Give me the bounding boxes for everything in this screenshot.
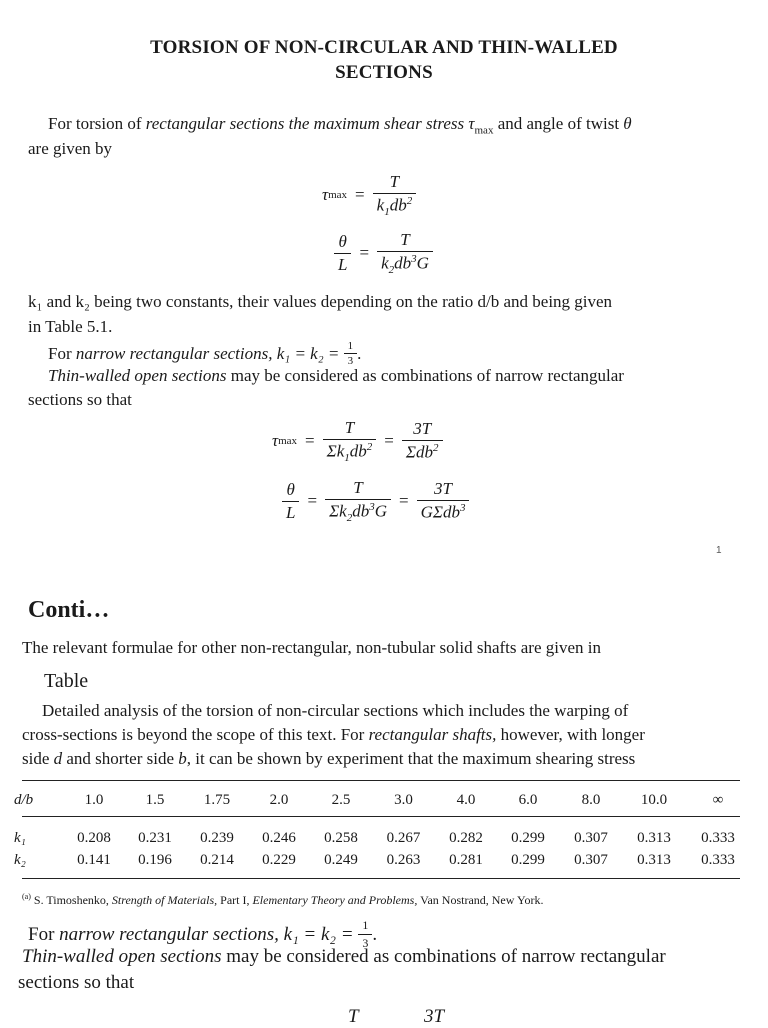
text-run-italic: Thin-walled open sections [48,366,227,385]
denominator: $\Sigma k_1db^2$ [323,439,377,464]
table-cell: 0.208 [77,829,111,846]
denominator: 3 [344,353,358,367]
table-column-header: 3.0 [394,791,413,808]
text-run: the maximum shear stress τ [284,114,475,133]
table-cell: 0.299 [511,829,545,846]
table-cell: 0.313 [637,851,671,868]
period: . [357,343,362,363]
equation-tau-max-thin [272,418,443,464]
table-column-header: ∞ [712,791,724,808]
table-column-header: 4.0 [456,791,476,808]
text-run: and shorter side [62,749,179,768]
table-row [14,849,751,871]
text-run: Part I, [217,893,253,907]
text-run: Van Nostrand, New York. [417,893,544,907]
equation-theta-thin [282,478,469,524]
thin-walled-line [48,366,624,386]
text-run: k₁ = k₂ = [278,923,359,945]
table-header-row [14,787,751,813]
thin-walled-line2-2: sections so that [18,972,135,993]
page-number: 1 [716,545,722,556]
numerator: 3T [413,419,432,439]
text-run-italic: rectangular shafts, [368,725,497,744]
denominator: $k_2db^3G$ [377,251,433,276]
table-cell: 0.258 [324,829,358,846]
table-header-label: d/b [14,791,34,808]
numerator: θ [286,479,295,499]
table-cell: 0.196 [138,851,172,868]
section-heading: Conti… [28,597,110,623]
table-cell: 0.307 [574,851,608,868]
formulae-line: The relevant formulae for other non-rectangular, non-tubular solid shafts are given in [22,638,601,657]
detail-line3 [22,749,635,769]
page-title-line1: TORSION OF NON-CIRCULAR AND THIN-WALLED [150,37,618,58]
tau-symbol: τ [322,185,329,205]
equals-sign: = [355,185,365,205]
denominator: Σdb$^2$ [402,440,443,463]
table-cell: 0.307 [574,829,608,846]
variable-b: b [178,749,187,768]
numerator: T [389,172,400,191]
numerator: T [353,478,363,497]
intro-paragraph [48,114,632,136]
numerator: T [344,418,355,437]
thin-walled-line2: sections so that [28,390,132,409]
one-third-fraction [344,340,358,367]
numerator: θ [338,231,347,251]
theta-symbol: θ [623,114,632,133]
table-row [14,827,751,849]
table-column-header: 10.0 [640,791,668,808]
table-cell: 0.239 [200,829,234,846]
text-run: For torsion of [48,114,146,133]
equals-sign: = [399,491,409,511]
bottom-eq-numerator-1: T [348,1006,359,1027]
table-cell: 0.267 [386,829,421,846]
denominator: L [282,501,299,523]
denominator: L [334,253,351,275]
text-run-italic: narrow rectangular sections, [75,343,273,363]
k-values-table [14,787,751,871]
bottom-eq-numerator-2: 3T [424,1006,445,1027]
table-cell: 0.249 [324,851,358,868]
text-run-italic: Thin-walled open sections [22,946,222,967]
table-row-label: k₂ [14,851,26,868]
table-cell: 0.299 [511,851,545,868]
table-column-header: 1.75 [203,791,231,808]
text-run: side [22,749,54,768]
table-column-header: 1.5 [145,791,165,808]
text-run: may be considered as combinations of narrow rectangular [221,946,666,967]
table-cell: 0.333 [701,829,735,846]
denominator: 3 [358,934,372,951]
text-run-italic: narrow rectangular sections, [59,923,279,945]
text-run: For [48,343,76,363]
table-word: Table [44,670,89,692]
equation-theta [334,230,433,276]
text-run: cross-sections is beyond the scope of this text. For [22,725,369,744]
text-run-italic: rectangular sections [145,114,285,133]
fraction [417,479,470,523]
thin-walled-line-2 [22,946,666,968]
denominator: $\Sigma k_2db^3G$ [325,499,391,524]
denominator: GΣdb$^3$ [417,500,470,523]
table-column-header: 6.0 [518,791,538,808]
narrow-sections-line [48,340,361,367]
table-column-header: 8.0 [581,791,601,808]
intro-line2: are given by [28,139,113,158]
numerator: T [400,230,410,249]
subscript: max [328,189,348,202]
text-run: however, with longer [496,725,645,744]
numerator: 1 [347,340,354,352]
detail-line2 [22,725,645,745]
equation-tau-max [322,172,416,218]
table-cell: 0.282 [449,829,483,846]
text-run: S. Timoshenko, [30,893,112,907]
constants-line1: k₁ and k₂ being two constants, their values depending on the ratio d/b and being given [28,292,613,311]
footnote [22,892,543,908]
variable-d: d [53,749,63,768]
table-cell: 0.231 [138,829,172,846]
table-bottom-rule [22,878,740,879]
numerator: 3T [434,479,453,499]
table-column-header: 2.0 [269,791,289,808]
table-cell: 0.214 [200,851,234,868]
fraction [325,478,391,524]
text-run-italic: Elementary Theory and Problems, [252,893,418,907]
table-cell: 0.281 [449,851,483,868]
detail-line1: Detailed analysis of the torsion of non-circular sections which includes the warping of [42,701,629,720]
table-column-header: 1.0 [84,791,104,808]
numerator: 1 [362,918,369,932]
equals-sign: = [359,243,370,263]
equals-sign: = [384,431,394,451]
table-row-label: k₁ [14,829,26,846]
table-top-rule [22,780,740,781]
constants-line2: in Table 5.1. [28,317,113,336]
text-run: For [28,923,60,945]
table-cell: 0.229 [262,851,296,868]
footnote-mark: (a) [22,892,31,901]
page-title-line2: SECTIONS [335,62,433,83]
period: . [372,923,378,945]
denominator: $k_1db^2$ [373,193,417,218]
tau-symbol: τ [272,431,279,451]
subscript: max [278,435,298,448]
text-run: and angle of twist [493,114,624,133]
text-run: may be considered as combinations of narrow rectangular [226,366,624,385]
text-run: k₁ = k₂ = [272,343,344,363]
text-run: , it can be shown by experiment that the maximum shearing stress [186,749,636,768]
equals-sign: = [305,431,315,451]
fraction [373,172,417,218]
fraction [323,418,377,464]
text-run-italic: Strength of Materials, [111,893,218,907]
fraction [377,230,433,276]
fraction [282,480,299,523]
table-cell: 0.246 [262,829,296,846]
fraction [334,232,351,275]
table-cell: 0.263 [386,851,421,868]
fraction [402,419,443,463]
equals-sign: = [307,491,318,511]
table-cell: 0.313 [637,829,671,846]
subscript: max [474,124,494,137]
table-column-header: 2.5 [331,791,351,808]
table-cell: 0.141 [77,851,111,868]
table-cell: 0.333 [701,851,735,868]
